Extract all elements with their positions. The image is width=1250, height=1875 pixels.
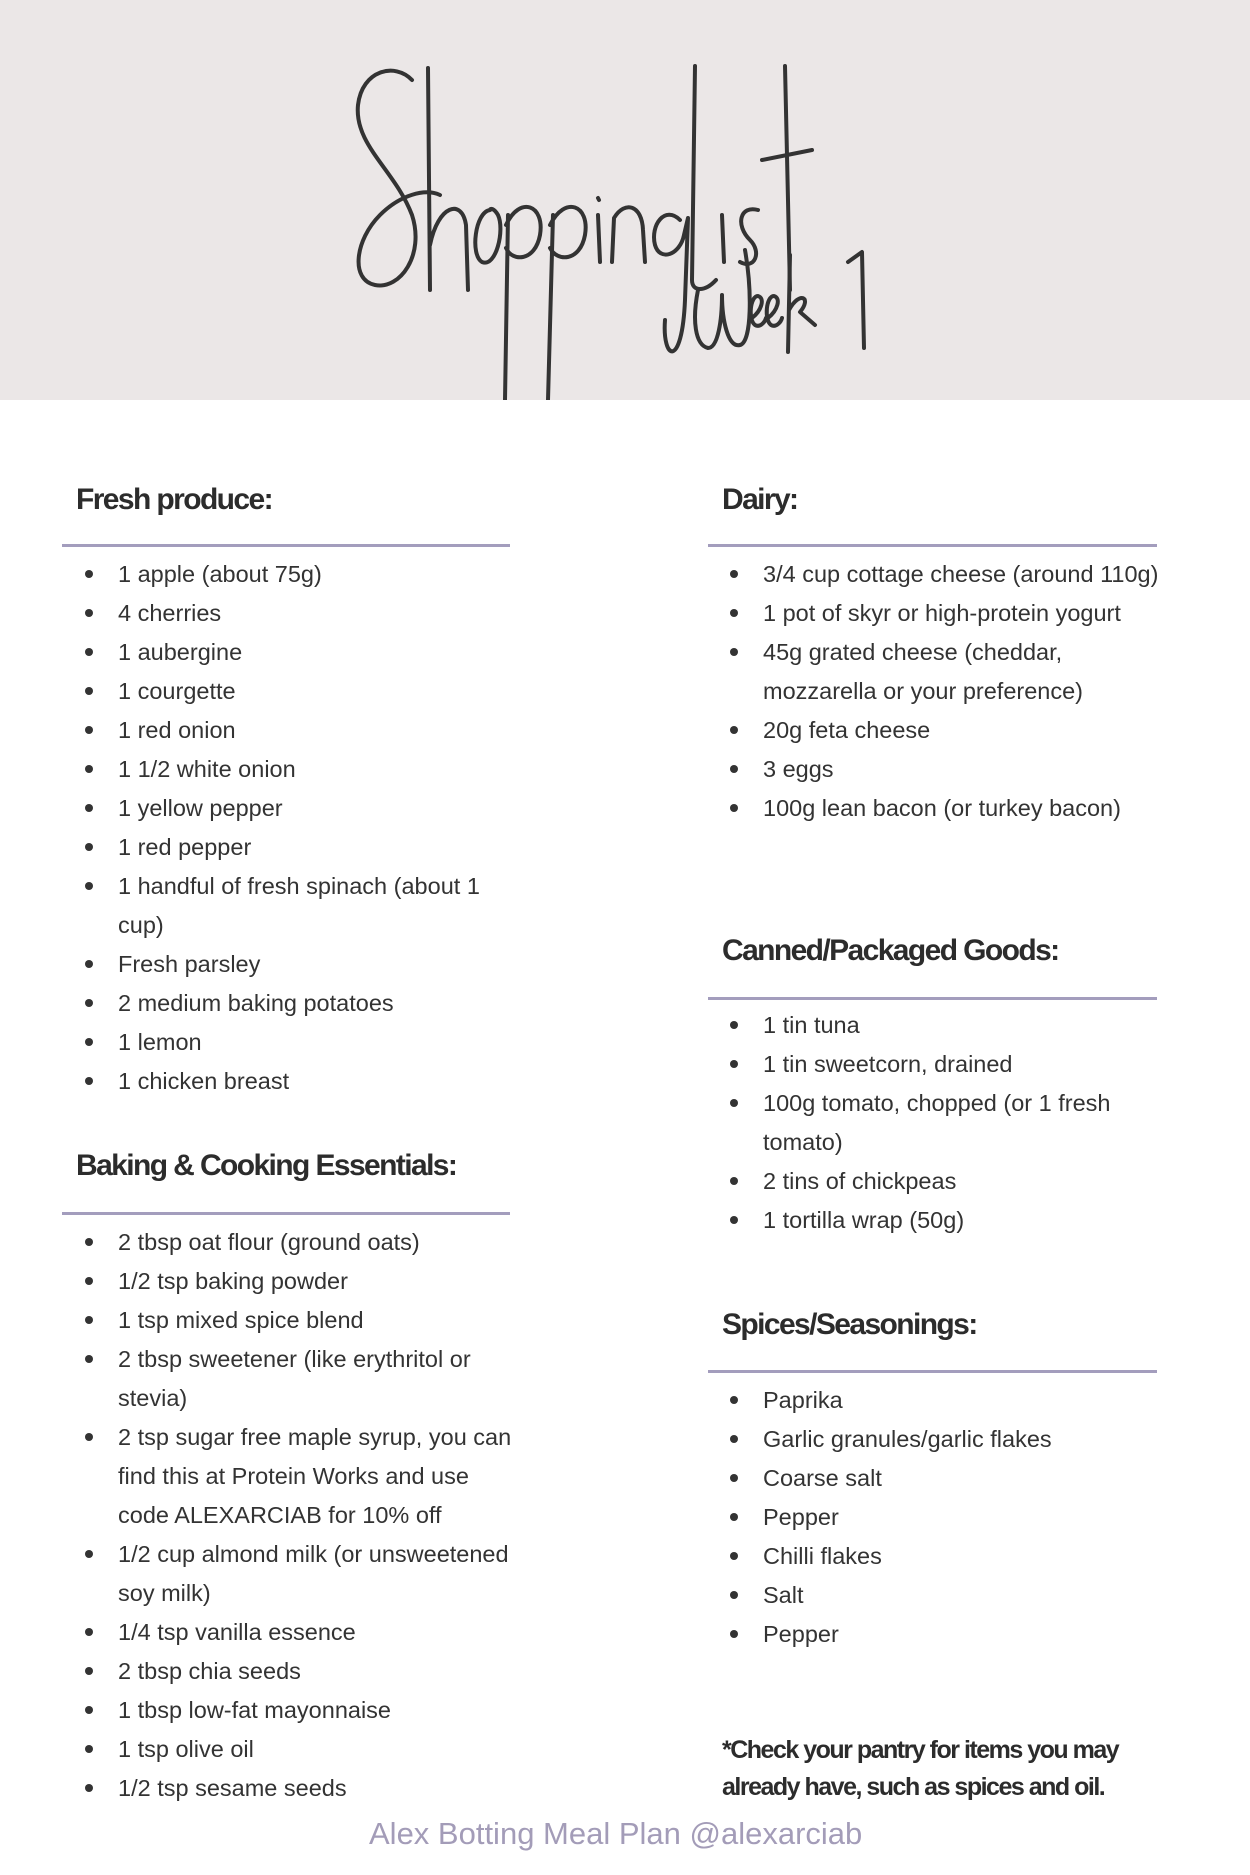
- bullet-icon: [85, 882, 93, 890]
- pantry-note: *Check your pantry for items you may already have, such as spices and oil.: [722, 1736, 1119, 1801]
- list-item-text: Salt: [763, 1582, 804, 1608]
- list-item: [118, 789, 518, 828]
- bullet-icon: [730, 1060, 738, 1068]
- list-item: [763, 711, 1163, 750]
- list-item: [763, 1201, 1163, 1240]
- list-item: [118, 1730, 518, 1769]
- bullet-icon: [85, 1550, 93, 1558]
- bullet-icon: [85, 843, 93, 851]
- list-item: [118, 1652, 518, 1691]
- list-item: [763, 1381, 1163, 1420]
- section-heading: Spices/Seasonings:: [722, 1308, 977, 1341]
- section-heading: Canned/Packaged Goods:: [722, 934, 1059, 967]
- list-item-text: 3 eggs: [763, 756, 834, 782]
- bullet-icon: [730, 1552, 738, 1560]
- list-item: [763, 1498, 1163, 1537]
- list-item: [763, 1615, 1163, 1654]
- list-item: [118, 1223, 518, 1262]
- list-item: [763, 633, 1163, 711]
- list-item: [763, 1459, 1163, 1498]
- footer-credit: Alex Botting Meal Plan @alexarciab: [369, 1816, 863, 1851]
- list-item-text: 1/2 cup almond milk (or unsweetened soy milk): [118, 1541, 509, 1606]
- title-letter-i2: [722, 215, 724, 262]
- item-list: [763, 555, 1163, 828]
- item-list: [763, 1381, 1163, 1654]
- list-item: [118, 1769, 518, 1808]
- list-item-text: Pepper: [763, 1504, 839, 1530]
- subtitle-letter-e1: [751, 296, 766, 326]
- list-item: [763, 789, 1163, 828]
- bullet-icon: [85, 999, 93, 1007]
- bullet-icon: [730, 1396, 738, 1404]
- list-item: [763, 1045, 1163, 1084]
- bullet-icon: [730, 1630, 738, 1638]
- list-item-text: 1/4 tsp vanilla essence: [118, 1619, 356, 1645]
- bullet-icon: [730, 1021, 738, 1029]
- bullet-icon: [730, 648, 738, 656]
- list-item: [118, 1691, 518, 1730]
- list-item-text: 1 tbsp low-fat mayonnaise: [118, 1697, 392, 1723]
- list-item-text: 2 tbsp oat flour (ground oats): [118, 1229, 420, 1255]
- list-item: [763, 1006, 1163, 1045]
- bullet-icon: [730, 609, 738, 617]
- list-item: [763, 555, 1163, 594]
- list-item-text: 1 aubergine: [118, 639, 243, 665]
- bullet-icon: [730, 1513, 738, 1521]
- bullet-icon: [730, 1099, 738, 1107]
- list-item: [118, 594, 518, 633]
- list-item-text: 20g feta cheese: [763, 717, 931, 743]
- bullet-icon: [85, 1784, 93, 1792]
- list-item-text: 100g lean bacon (or turkey bacon): [763, 795, 1121, 821]
- bullet-icon: [85, 1628, 93, 1636]
- list-item-text: 2 tsp sugar free maple syrup, you can find this at Protein Works and use code ALEXARCIAB for 10% off: [118, 1424, 512, 1528]
- bullet-icon: [85, 960, 93, 968]
- title-letter-p1: [505, 207, 541, 400]
- bullet-icon: [730, 765, 738, 773]
- list-item: [118, 555, 518, 594]
- list-item: [118, 1535, 518, 1613]
- list-item: [118, 1062, 518, 1101]
- list-item: [763, 1420, 1163, 1459]
- list-item: [118, 750, 518, 789]
- list-item: [118, 1301, 518, 1340]
- section-heading: Baking & Cooking Essentials:: [76, 1149, 457, 1182]
- bullet-icon: [85, 570, 93, 578]
- list-item-text: Chilli flakes: [763, 1543, 882, 1569]
- list-item: [118, 945, 518, 984]
- bullet-icon: [85, 1277, 93, 1285]
- list-item-text: 3/4 cup cottage cheese (around 110g): [763, 561, 1159, 587]
- bullet-icon: [85, 1238, 93, 1246]
- title-letter-p2: [548, 207, 586, 400]
- list-item: [118, 1023, 518, 1062]
- list-item: [118, 1418, 518, 1535]
- bullet-icon: [85, 1667, 93, 1675]
- list-item: [118, 1340, 518, 1418]
- list-item: [118, 672, 518, 711]
- list-item: [118, 1262, 518, 1301]
- list-item: [763, 1162, 1163, 1201]
- section-divider: [708, 997, 1157, 1000]
- item-list: [763, 1006, 1163, 1240]
- list-item: [763, 594, 1163, 633]
- subtitle-letter-e2: [767, 296, 782, 326]
- bullet-icon: [85, 1433, 93, 1441]
- section-divider: [708, 1370, 1157, 1373]
- section-divider: [708, 544, 1157, 547]
- title-banner: [0, 0, 1250, 400]
- subtitle-letter-1: [848, 252, 864, 348]
- list-item-text: 45g grated cheese (cheddar, mozzarella or your preference): [763, 639, 1083, 704]
- bullet-icon: [85, 765, 93, 773]
- list-item-text: 100g tomato, chopped (or 1 fresh tomato): [763, 1090, 1111, 1155]
- list-item-text: Paprika: [763, 1387, 843, 1413]
- section-heading: Fresh produce:: [76, 483, 272, 516]
- bullet-icon: [730, 1435, 738, 1443]
- list-item-text: 1 courgette: [118, 678, 236, 704]
- section-divider: [62, 1212, 510, 1215]
- bullet-icon: [730, 1177, 738, 1185]
- list-item-text: Garlic granules/garlic flakes: [763, 1426, 1052, 1452]
- list-item: [763, 1576, 1163, 1615]
- list-item-text: 1 pot of skyr or high-protein yogurt: [763, 600, 1121, 626]
- list-item-text: 1 handful of fresh spinach (about 1 cup): [118, 873, 480, 938]
- item-list: [118, 555, 518, 1101]
- handwritten-title: [0, 0, 1250, 400]
- list-item-text: 2 tbsp chia seeds: [118, 1658, 301, 1684]
- bullet-icon: [85, 648, 93, 656]
- list-item: [118, 1613, 518, 1652]
- list-item-text: 1 chicken breast: [118, 1068, 290, 1094]
- bullet-icon: [85, 1038, 93, 1046]
- list-item: [118, 867, 518, 945]
- list-item-text: 1 tsp mixed spice blend: [118, 1307, 364, 1333]
- list-item-text: 1 tin tuna: [763, 1012, 860, 1038]
- list-item-text: 1 tin sweetcorn, drained: [763, 1051, 1013, 1077]
- bullet-icon: [85, 1316, 93, 1324]
- item-list: [118, 1223, 518, 1808]
- bullet-icon: [730, 1216, 738, 1224]
- title-letter-i: [598, 198, 600, 262]
- list-item-text: 1/2 tsp sesame seeds: [118, 1775, 347, 1801]
- list-item-text: 1 lemon: [118, 1029, 202, 1055]
- title-letter-h: [428, 68, 468, 290]
- list-item-text: 4 cherries: [118, 600, 222, 626]
- bullet-icon: [730, 1474, 738, 1482]
- list-item-text: Pepper: [763, 1621, 839, 1647]
- bullet-icon: [730, 570, 738, 578]
- bullet-icon: [730, 726, 738, 734]
- bullet-icon: [85, 1077, 93, 1085]
- list-item-text: 1 red pepper: [118, 834, 252, 860]
- list-item: [118, 711, 518, 750]
- bullet-icon: [85, 1355, 93, 1363]
- title-letter-t: [762, 66, 812, 290]
- list-item-text: Fresh parsley: [118, 951, 261, 977]
- section-divider: [62, 544, 510, 547]
- list-item: [763, 1084, 1163, 1162]
- bullet-icon: [85, 1745, 93, 1753]
- bullet-icon: [85, 726, 93, 734]
- section-heading: Dairy:: [722, 483, 798, 516]
- bullet-icon: [730, 804, 738, 812]
- bullet-icon: [85, 687, 93, 695]
- list-item: [118, 633, 518, 672]
- subtitle-letter-k: [788, 255, 815, 352]
- list-item: [763, 1537, 1163, 1576]
- list-item-text: 2 medium baking potatoes: [118, 990, 394, 1016]
- list-item-text: 1 yellow pepper: [118, 795, 283, 821]
- bullet-icon: [730, 1591, 738, 1599]
- title-letter-L: [692, 66, 716, 289]
- list-item-text: 1 1/2 white onion: [118, 756, 296, 782]
- list-item-text: 1 tsp olive oil: [118, 1736, 254, 1762]
- title-letter-s2: [740, 209, 758, 264]
- list-item: [118, 984, 518, 1023]
- list-item-text: 2 tins of chickpeas: [763, 1168, 957, 1194]
- list-item-text: Coarse salt: [763, 1465, 882, 1491]
- title-letter-o: [475, 209, 500, 263]
- title-letter-g: [654, 215, 688, 352]
- list-item-text: 1 apple (about 75g): [118, 561, 322, 587]
- list-item: [763, 750, 1163, 789]
- list-item-text: 1 tortilla wrap (50g): [763, 1207, 965, 1233]
- bullet-icon: [85, 804, 93, 812]
- list-item-text: 1 red onion: [118, 717, 236, 743]
- list-item-text: 2 tbsp sweetener (like erythritol or stevia): [118, 1346, 471, 1411]
- list-item-text: 1/2 tsp baking powder: [118, 1268, 348, 1294]
- bullet-icon: [85, 609, 93, 617]
- title-letter-n: [612, 207, 645, 262]
- list-item: [118, 828, 518, 867]
- bullet-icon: [85, 1706, 93, 1714]
